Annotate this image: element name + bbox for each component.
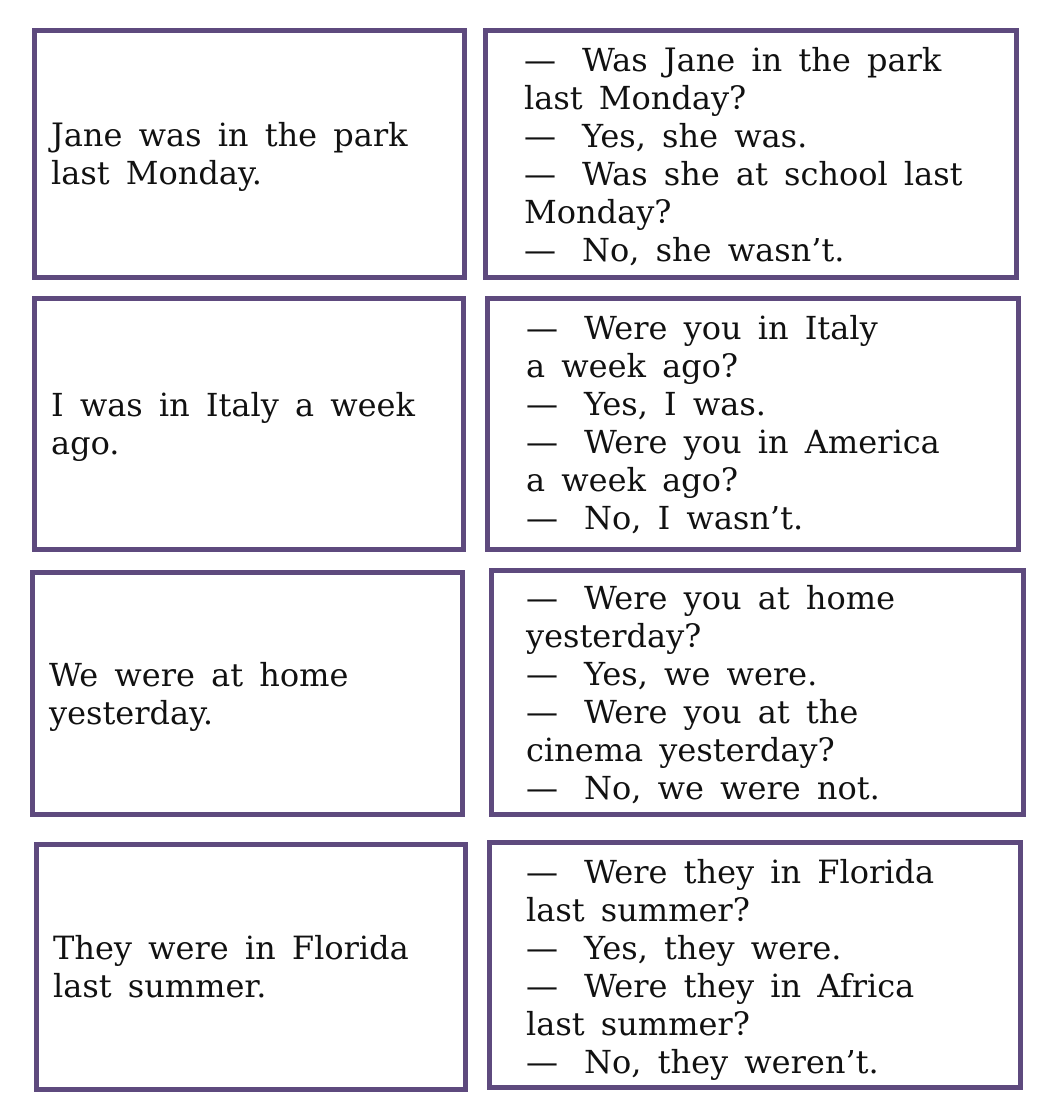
dialogue-line: — No, she wasn’t. xyxy=(524,231,845,269)
dialogue-line: — Were you in America xyxy=(526,423,940,461)
statement-text xyxy=(37,116,418,192)
statement-card-2 xyxy=(32,296,466,552)
statement-line: last Monday. xyxy=(51,154,262,192)
dialogue-line: — No, they weren’t. xyxy=(526,1043,879,1081)
dialogue-card-1 xyxy=(483,28,1019,280)
dialogue-line: — No, we were not. xyxy=(526,769,880,807)
dialogue-line: — Yes, we were. xyxy=(526,655,818,693)
dialogue-line: — Were they in Africa xyxy=(526,967,915,1005)
statement-card-3 xyxy=(30,570,465,817)
statement-line: last summer. xyxy=(53,967,267,1005)
dialogue-card-2 xyxy=(485,296,1021,552)
dialogue-line: — Yes, I was. xyxy=(526,385,766,423)
dialogue-line: last Monday? xyxy=(524,79,747,117)
dialogue-line: Monday? xyxy=(524,193,672,231)
dialogue-line: cinema yesterday? xyxy=(526,731,835,769)
dialogue-line: yesterday? xyxy=(526,617,702,655)
statement-line: We were at home xyxy=(49,655,349,694)
dialogue-line: — Was Jane in the park xyxy=(524,41,942,79)
statement-line: yesterday. xyxy=(49,693,214,732)
dialogue-line: — Were they in Florida xyxy=(526,853,935,891)
dialogue-line: — Were you in Italy xyxy=(526,309,878,347)
statement-card-4 xyxy=(34,842,468,1092)
statement-line: Jane was in the park xyxy=(51,116,408,154)
statement-text xyxy=(37,386,425,462)
dialogue-card-4 xyxy=(487,840,1023,1090)
dialogue-line: a week ago? xyxy=(526,347,739,385)
dialogue-line: — Were you at home xyxy=(526,579,896,617)
statement-line: I was in Italy a week xyxy=(51,386,415,424)
dialogue-line: — Yes, they were. xyxy=(526,929,842,967)
dialogue-line: — Yes, she was. xyxy=(524,117,808,155)
dialogue-line: — Was she at school last xyxy=(524,155,963,193)
statement-card-1 xyxy=(32,28,467,280)
statement-line: They were in Florida xyxy=(53,929,409,967)
dialogue-line: a week ago? xyxy=(526,461,739,499)
statement-text xyxy=(35,656,358,732)
statement-text xyxy=(39,929,419,1005)
dialogue-line: last summer? xyxy=(526,1005,750,1043)
dialogue-line: last summer? xyxy=(526,891,750,929)
dialogue-card-3 xyxy=(489,568,1026,817)
dialogue-line: — No, I wasn’t. xyxy=(526,499,804,537)
statement-line: ago. xyxy=(51,424,120,462)
dialogue-line: — Were you at the xyxy=(526,693,859,731)
